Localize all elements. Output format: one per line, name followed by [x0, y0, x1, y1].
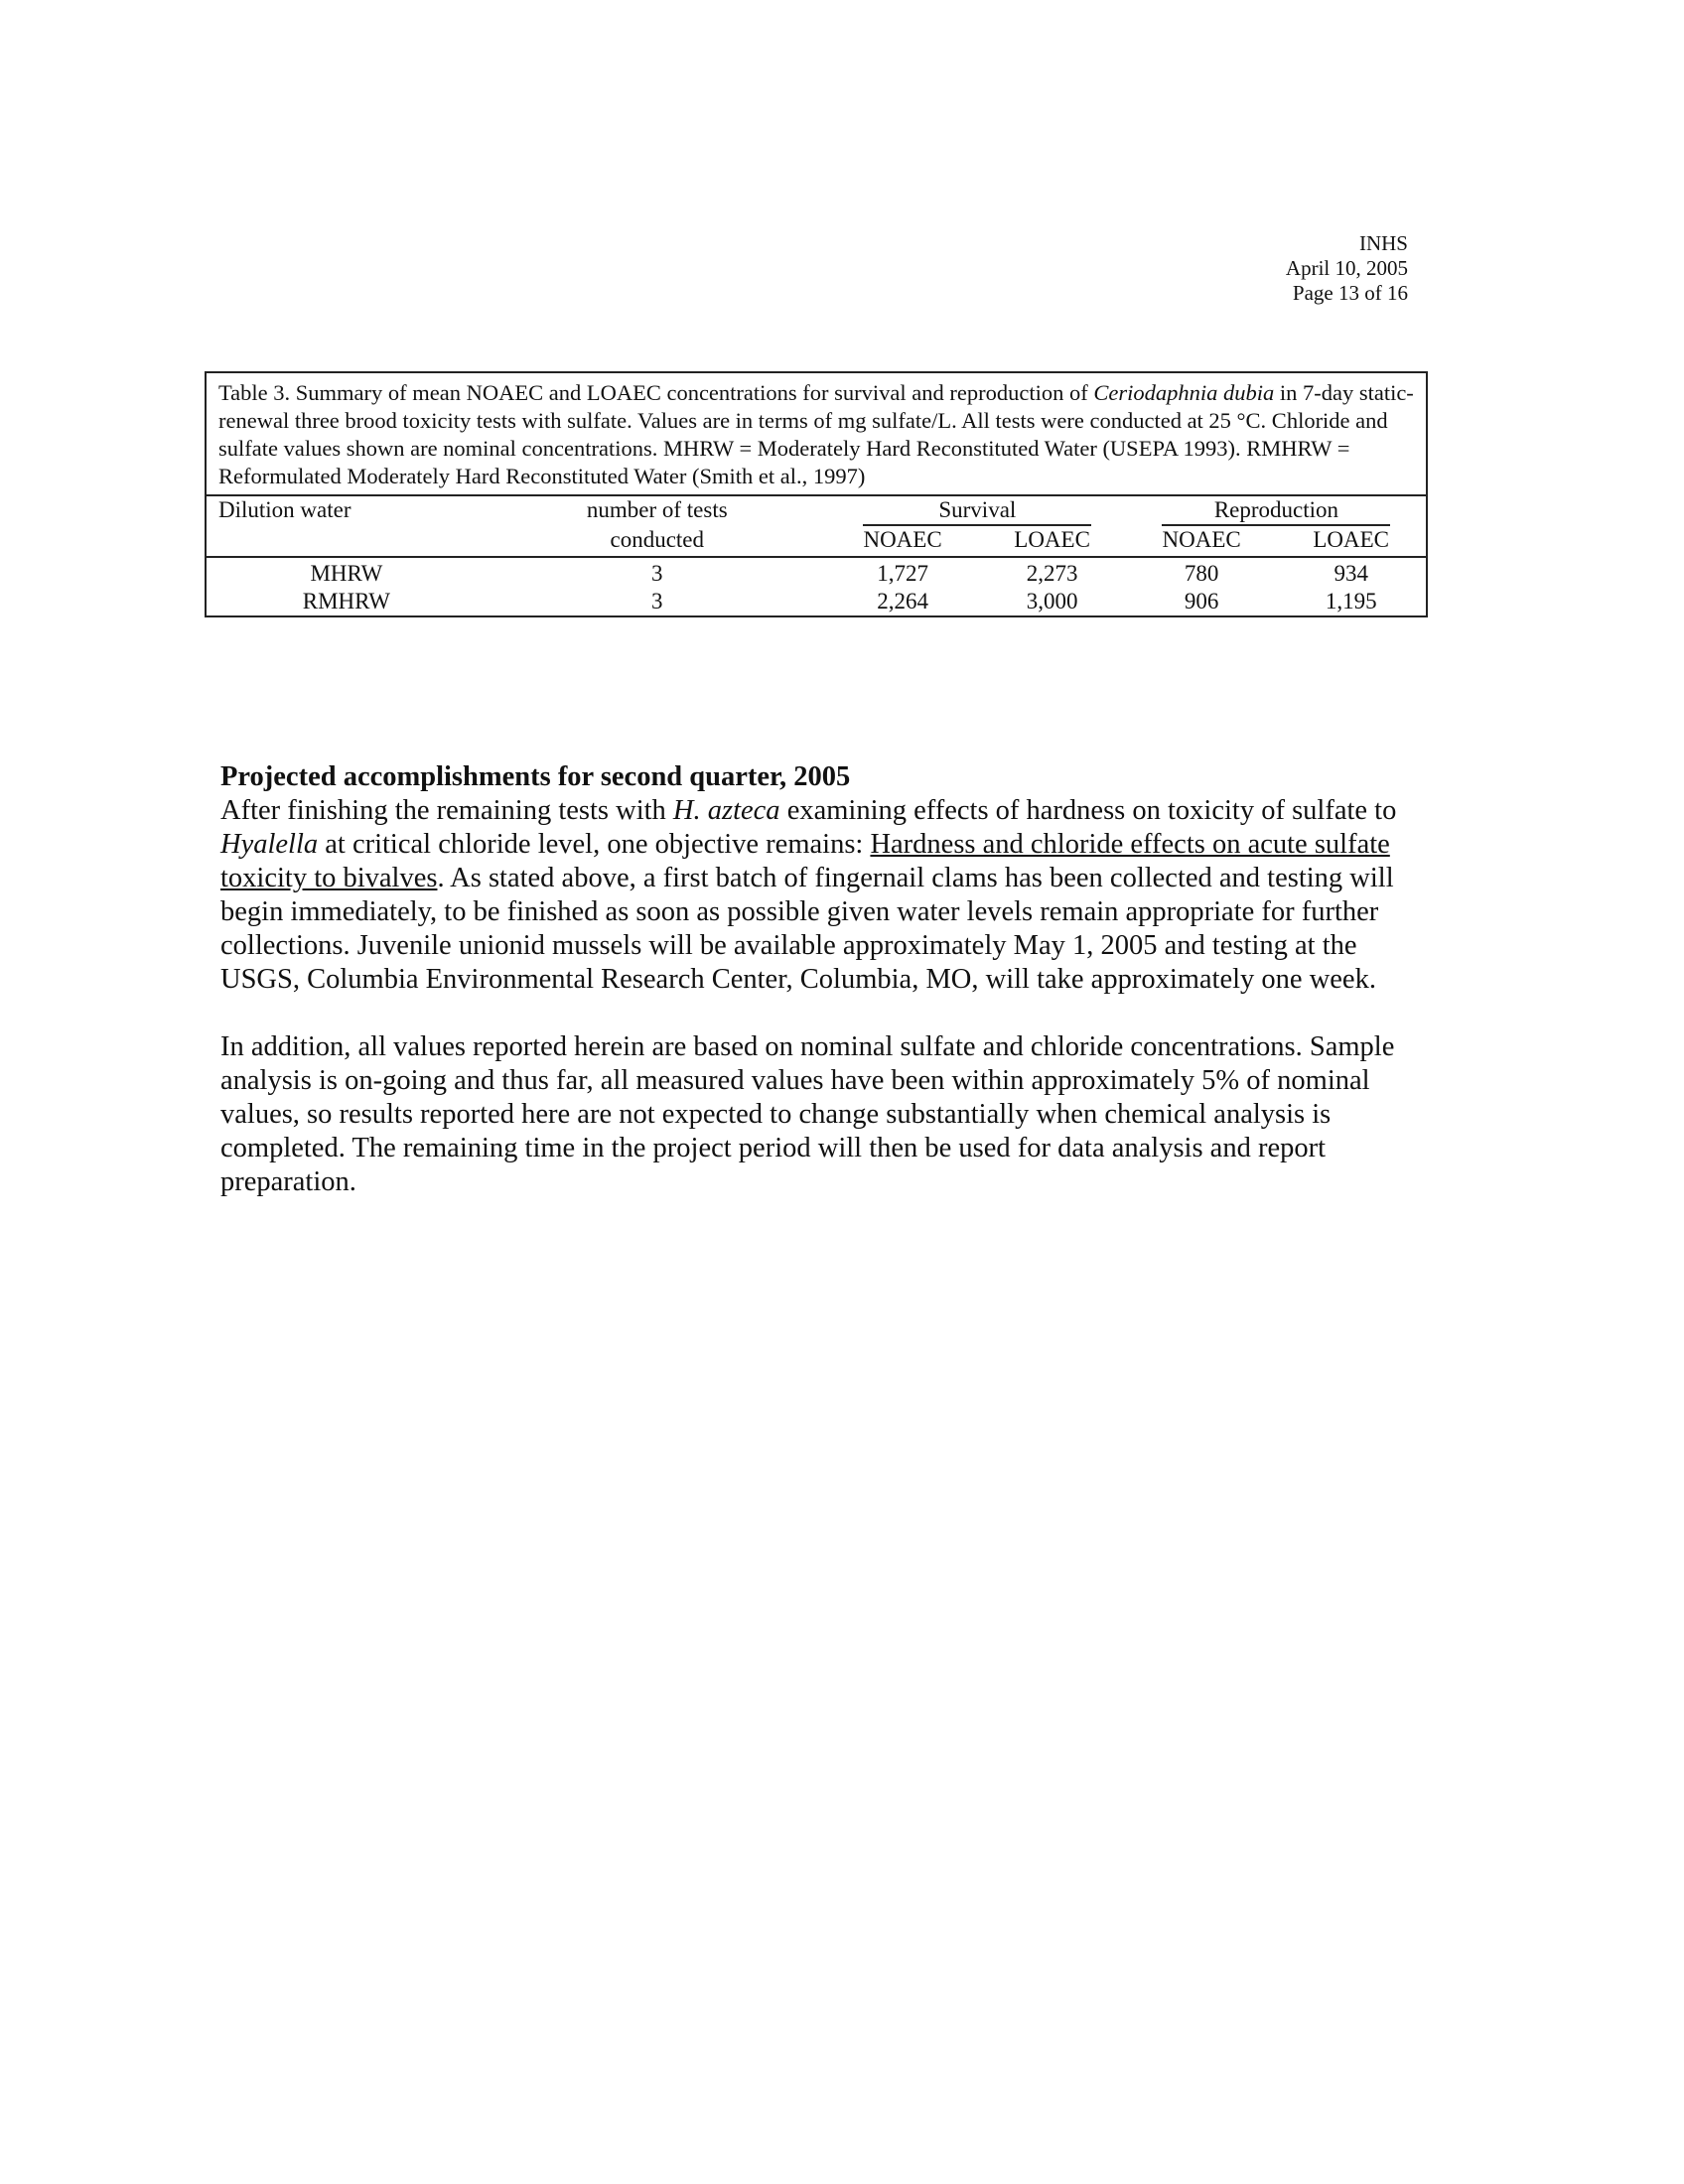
cell-survival-noaec: 1,727 — [877, 561, 928, 586]
p1-text-a: After finishing the remaining tests with — [220, 795, 673, 826]
header-reproduction-noaec: NOAEC — [1162, 527, 1241, 552]
header-conducted: conducted — [610, 527, 705, 552]
table-header-row — [207, 496, 1426, 526]
p1-text-c: at critical chloride level, one objective remains: — [318, 829, 871, 860]
p1-objective-underlined: Hardness and chloride effects on acute sulfate toxicity to bivalves — [220, 829, 1390, 893]
caption-species: Ceriodaphnia dubia — [1093, 380, 1275, 405]
page-header — [1286, 231, 1408, 306]
caption-text-2: in 7-day static-renewal three brood toxicity tests with sulfate. Values are in terms of mg sulfate/L. All tests were conducted at 25 °C. Chloride and sulfate values shown are nominal concentrations. MHRW = Moderately Hard Reconstituted Water (USEPA 1993). RMHRW = Reformulated Moderately Hard Reconstituted Water (Smith et al., 1997) — [218, 380, 1414, 488]
paragraph-2: In addition, all values reported herein are based on nominal sulfate and chloride concentrations. Sample analysis is on-going and thus far, all measured values have been within approximately 5% of nominal values, so results reported here are not expected to change substantially when chemical analysis is completed. The remaining time in the project period will then be used for data analysis and report preparation. — [220, 1031, 1395, 1197]
header-reproduction — [1127, 496, 1426, 526]
cell-survival-loaec: 3,000 — [1026, 589, 1078, 614]
header-reproduction-loaec: LOAEC — [1313, 527, 1390, 552]
header-org: INHS — [1358, 231, 1408, 255]
survival-label: Survival — [863, 496, 1091, 526]
cell-reproduction-noaec: 906 — [1184, 589, 1219, 614]
header-survival — [828, 496, 1127, 526]
table-subheader-row — [207, 526, 1426, 557]
section-heading: Projected accomplishments for second quarter, 2005 — [220, 761, 851, 792]
table-caption — [207, 373, 1426, 496]
header-survival-loaec: LOAEC — [1014, 527, 1090, 552]
p1-text-b: examining effects of hardness on toxicity of sulfate to — [779, 795, 1397, 826]
reproduction-label: Reproduction — [1162, 496, 1390, 526]
cell-reproduction-loaec: 934 — [1333, 561, 1368, 586]
p1-species-2: Hyalella — [220, 829, 319, 860]
header-number-of-tests: number of tests — [586, 497, 728, 522]
caption-text-1: Table 3. Summary of mean NOAEC and LOAEC concentrations for survival and reproduction of — [218, 380, 1094, 405]
cell-survival-loaec: 2,273 — [1026, 561, 1078, 586]
p1-species-1: H. azteca — [672, 795, 780, 826]
paragraph-1 — [220, 794, 1432, 997]
table-3 — [205, 371, 1428, 617]
cell-water: RMHRW — [302, 589, 390, 614]
cell-survival-noaec: 2,264 — [877, 589, 928, 614]
header-page-number: Page 13 of 16 — [1292, 281, 1408, 305]
header-survival-noaec: NOAEC — [863, 527, 942, 552]
header-dilution-water: Dilution water — [218, 497, 351, 522]
projected-accomplishments-section — [220, 760, 1432, 1199]
results-table — [207, 496, 1426, 615]
cell-water: MHRW — [310, 561, 383, 586]
cell-tests: 3 — [651, 561, 663, 586]
table-row — [207, 557, 1426, 588]
header-date: April 10, 2005 — [1285, 256, 1408, 280]
cell-reproduction-loaec: 1,195 — [1325, 589, 1377, 614]
cell-reproduction-noaec: 780 — [1184, 561, 1219, 586]
table-row — [207, 588, 1426, 615]
cell-tests: 3 — [651, 589, 663, 614]
p1-text-d: . As stated above, a first batch of fingernail clams has been collected and testing will begin immediately, to be finished as soon as possible given water levels remain appropriate for further collections. Juvenile unionid mussels will be available approximately May 1, 2005 and testing at the USGS, Columbia Environmental Research Center, Columbia, MO, will take approximately one week. — [220, 863, 1394, 995]
